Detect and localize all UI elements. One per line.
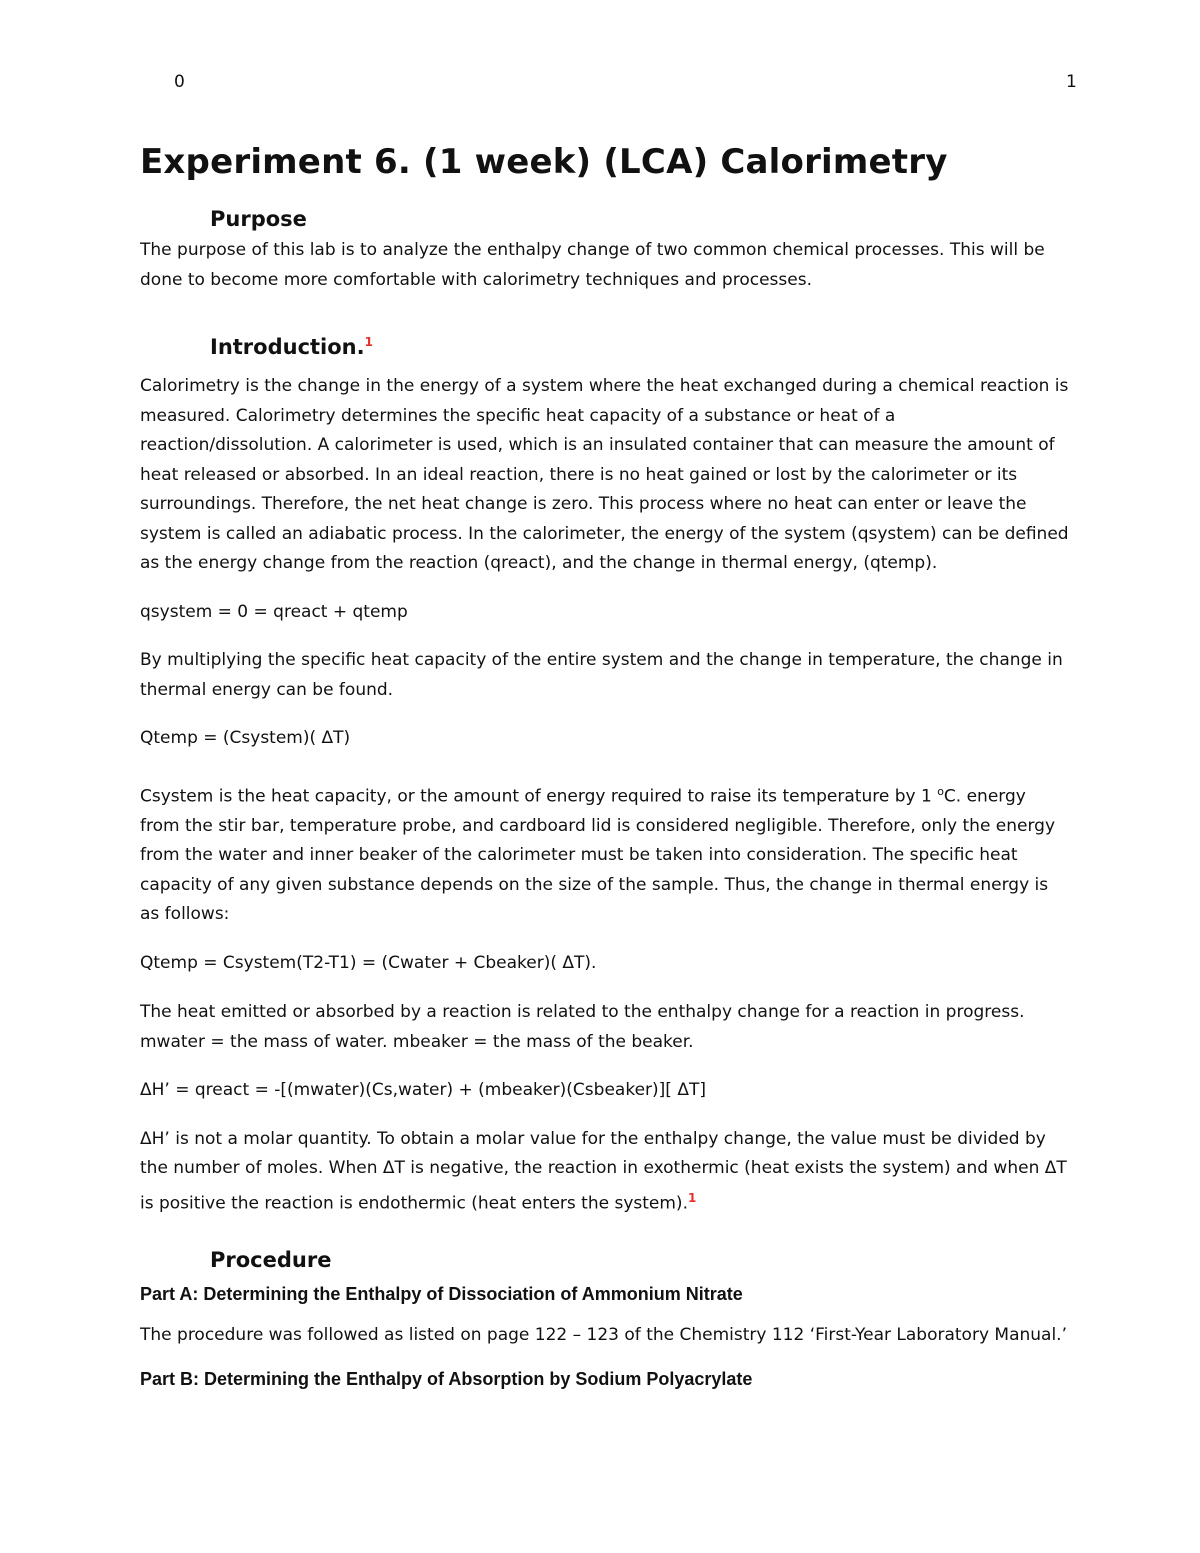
part-b-heading: Part B: Determining the Enthalpy of Absorption by Sodium Polyacrylate <box>140 1369 753 1390</box>
equation-qtemp-expanded: Qtemp = Csystem(T2-T1) = (Cwater + Cbeaker)( ΔT). <box>140 952 597 973</box>
introduction-paragraph-3 <box>140 777 1070 930</box>
introduction-paragraph-2: By multiplying the specific heat capacity of the entire system and the change in temperature, the change in thermal energy can be found. <box>140 650 1063 700</box>
purpose-paragraph: The purpose of this lab is to analyze the enthalpy change of two common chemical processes. This will be done to become more comfortable with calorimetry techniques and processes. <box>140 240 1045 290</box>
introduction-heading <box>140 327 1070 362</box>
document-title: Experiment 6. (1 week) (LCA) Calorimetry <box>140 142 948 182</box>
equation-qtemp: Qtemp = (Csystem)( ΔT) <box>140 728 351 748</box>
part-a-paragraph: The procedure was followed as listed on page 122 – 123 of the Chemistry 112 ‘First-Year Laboratory Manual.’ <box>140 1324 1067 1345</box>
paragraph-5-reference-mark: 1 <box>687 1190 697 1205</box>
introduction-reference-mark: 1 <box>364 335 373 349</box>
degree-symbol: o <box>937 784 944 798</box>
purpose-heading: Purpose <box>210 207 307 231</box>
introduction-heading-text: Introduction. <box>210 335 365 359</box>
paragraph-3-text-end: C. energy from the stir bar, temperature probe, and cardboard lid is considered negligible. Therefore, only the energy from the water and inner beaker of the calorimeter must be taken into consideration. The specific heat capacity of any given substance depends on the size of the sample. Thus, the change in thermal energy is as follows: <box>140 786 1056 925</box>
header-page-number-left: 0 <box>174 72 185 92</box>
introduction-paragraph-5 <box>140 1125 1070 1219</box>
equation-qsystem: qsystem = 0 = qreact + qtemp <box>140 601 408 622</box>
part-a-heading: Part A: Determining the Enthalpy of Dissociation of Ammonium Nitrate <box>140 1283 743 1304</box>
introduction-paragraph-4: The heat emitted or absorbed by a reaction is related to the enthalpy change for a reaction in progress. mwater = the mass of water. mbeaker = the mass of the beaker. <box>140 1002 1025 1052</box>
procedure-heading: Procedure <box>210 1247 332 1272</box>
paragraph-3-text-start: Csystem is the heat capacity, or the amount of energy required to raise its temperature by 1 <box>140 786 938 807</box>
document-body <box>140 138 1070 1394</box>
introduction-paragraph-1: Calorimetry is the change in the energy of a system where the heat exchanged during a chemical reaction is measured. Calorimetry determines the specific heat capacity of a substance or heat of a reaction/dissolution. A calorimeter is used, which is an insulated container that can measure the amount of heat released or absorbed. In an ideal reaction, there is no heat gained or lost by the calorimeter or its surroundings. Therefore, the net heat change is zero. This process where no heat can enter or leave the system is called an adiabatic process. In the calorimeter, the energy of the system (qsystem) can be defined as the energy change from the reaction (qreact), and the change in thermal energy, (qtemp). <box>140 376 1069 573</box>
header-page-number-right: 1 <box>1066 72 1077 92</box>
equation-enthalpy: ΔH’ = qreact = -[(mwater)(Cs,water) + (mbeaker)(Csbeaker)][ ΔT] <box>140 1080 706 1101</box>
paragraph-5-text: ΔH’ is not a molar quantity. To obtain a molar value for the enthalpy change, the value must be divided by the number of moles. When ΔT is negative, the reaction in exothermic (heat exists the system) and when ΔT is positive the reaction is endothermic (heat enters the system). <box>140 1128 1067 1214</box>
